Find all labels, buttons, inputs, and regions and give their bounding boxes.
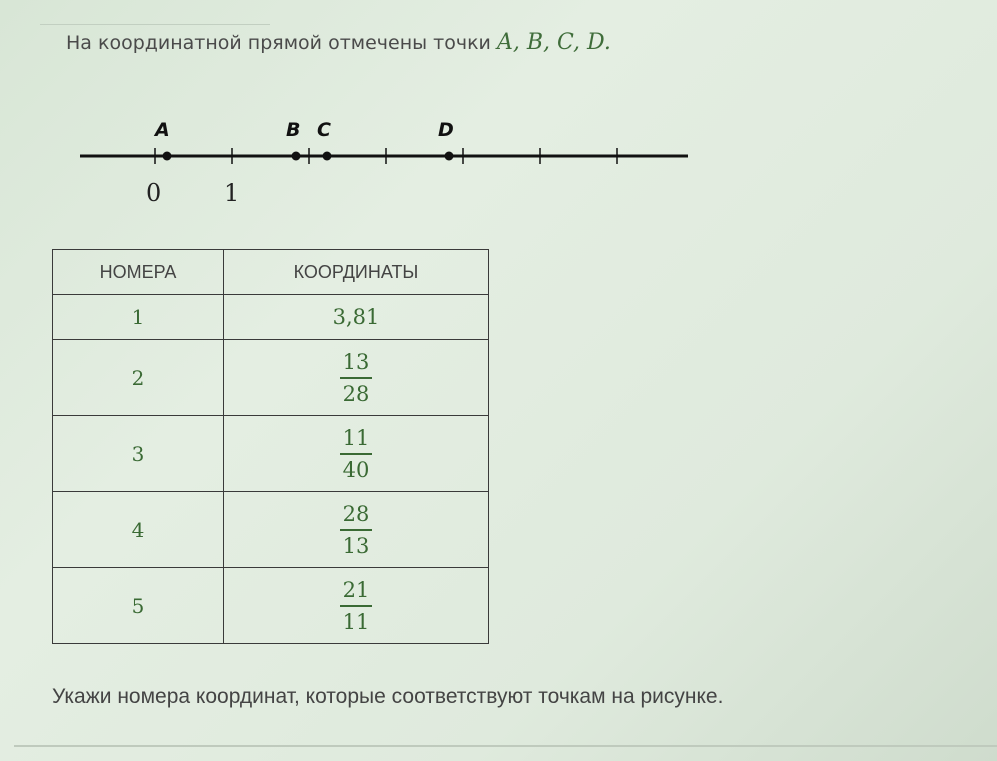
bottom-divider — [14, 745, 997, 747]
table-row — [53, 340, 489, 416]
row-number: 2 — [53, 340, 224, 416]
point-a-dot — [163, 152, 172, 161]
row-coordinate: 3,81 — [224, 295, 489, 340]
row-number: 4 — [53, 492, 224, 568]
header-coordinates: КООРДИНАТЫ — [224, 250, 489, 295]
row-number: 5 — [53, 568, 224, 644]
point-b-dot — [292, 152, 301, 161]
point-a-label: A — [155, 119, 170, 141]
question-title — [66, 30, 611, 55]
row-coordinate — [224, 340, 489, 416]
point-d-dot — [445, 152, 454, 161]
question-points: A, B, C, D. — [496, 30, 611, 55]
fraction — [340, 423, 372, 485]
point-b-label: B — [286, 119, 301, 141]
table-row — [53, 295, 489, 340]
numerator: 11 — [342, 425, 370, 450]
numerator: 21 — [342, 577, 370, 602]
table-row — [53, 568, 489, 644]
tick-label-0: 0 — [146, 179, 162, 207]
numerator: 13 — [342, 349, 370, 374]
table-row — [53, 416, 489, 492]
answer-prompt: Укажи номера координат, которые соответствуют точкам на рисунке. — [52, 685, 724, 708]
header-numbers: НОМЕРА — [53, 250, 224, 295]
fraction — [340, 347, 372, 409]
denominator: 13 — [342, 533, 370, 558]
table-row — [53, 492, 489, 568]
denominator: 11 — [342, 609, 370, 634]
numerator: 28 — [342, 501, 370, 526]
row-coordinate — [224, 416, 489, 492]
tick-label-1: 1 — [224, 179, 240, 207]
question-text: На координатной прямой отмечены точки — [66, 32, 491, 54]
point-d-label: D — [438, 119, 454, 141]
number-line — [75, 108, 695, 208]
denominator: 28 — [342, 381, 370, 406]
point-c-dot — [323, 152, 332, 161]
table-header-row — [53, 250, 489, 295]
fraction — [340, 499, 372, 561]
point-c-label: C — [317, 119, 331, 141]
top-divider — [40, 24, 270, 25]
fraction — [340, 575, 372, 637]
row-number: 1 — [53, 295, 224, 340]
denominator: 40 — [342, 457, 370, 482]
coordinates-table — [52, 249, 489, 644]
row-coordinate — [224, 568, 489, 644]
row-number: 3 — [53, 416, 224, 492]
row-coordinate — [224, 492, 489, 568]
